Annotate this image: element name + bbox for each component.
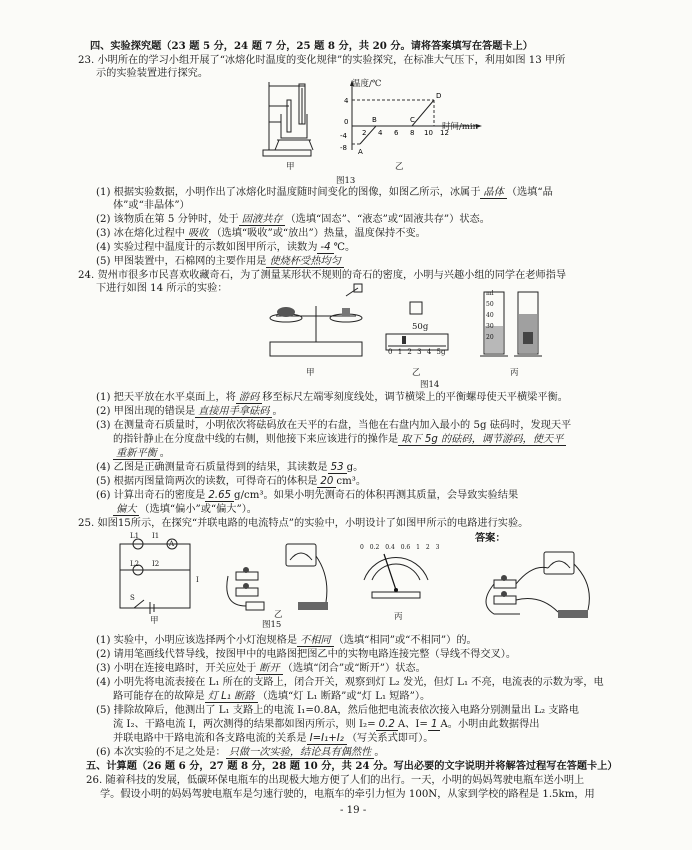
graph-ytick-4: 4 [344,97,349,105]
fig15-L1: L1 [130,532,140,540]
fig15-jia-label: 甲 [150,616,159,626]
fig15-answer-circuit [470,544,600,622]
q24-answer6b: 偏大 [113,504,139,516]
q23-answer3: 吸收 [185,228,211,240]
graph-xtick-4: 4 [378,129,383,137]
graph-xtick-10: 10 [424,129,433,137]
fig14-ruler-ticks: 0 1 2 3 4 5g [388,348,446,356]
q25-s3: (3) 小明在连接电路时，开关应处于 断开 （选填“闭合”或“断开”）状态。 [96,663,426,674]
graph-xtick-6: 6 [394,129,399,137]
q23-answer2: 固液共存 [239,214,286,226]
q24-s6: (6) 计算出奇石的密度是 2.65 g/cm³。如果小明先测奇石的体积再测其质量，会导致实验结果 [96,490,519,501]
graph-ytick-m8: -8 [340,144,347,152]
fig14-jia-label: 甲 [306,368,315,378]
q24-answer2: 直接用手拿砝码 [195,406,272,418]
fig13-yi-label: 乙 [395,162,404,172]
q23-stem-line2: 示的实验装置进行探究。 [96,68,209,79]
q25-s6: (6) 本次实验的不足之处是： 只做一次实验，结论具有偶然性 。 [96,747,385,758]
q24-s1: (1) 把天平放在水平桌面上，将 游码 移至标尺左端零刻度线处，调节横梁上的平衡螺母使天平横梁平衡。 [96,392,568,403]
q24-answer5: 20 [317,476,336,488]
q24-stem-line1: 24. 贺州市很多市民喜欢收藏奇石，为了测量某形状不规则的奇石的密度，小明与兴趣小组的同学在老师指导 [78,270,567,281]
q24-s2: (2) 甲图出现的错误是 直接用手拿砝码 。 [96,406,283,417]
q25-answer4: 灯 L₁ 断路 [205,691,258,703]
q25-s5-line2: 流 I₂、干路电流 I，两次测得的结果都如图丙所示，则 I₂= 0.2 A、I= 1 A。小明由此数据得出 [113,719,540,730]
q25-s4-line2: 路可能存在的故障是 灯 L₁ 断路 （选填“灯 L₁ 断路”或“灯 L₁ 短路”）。 [113,691,431,702]
q23-s5: (5) 甲图装置中，石棉网的主要作用是 使烧杯受热均匀 [96,255,344,268]
q24-answer6: 2.65 [205,490,234,502]
fig14-balance [262,284,372,364]
q24-s3-line2: 的指针静止在分度盘中线的右侧，则他接下来应该进行的操作是 取下 5g 的砝码，调节游码，使天平 [113,433,566,446]
q23-answer4: -4 [317,242,333,254]
fig15-yi-label: 乙 [274,610,283,620]
q24-s6-cont: 偏大 （选填“偏小”或“偏大”）。 [113,503,257,516]
q25-s2: (2) 请用笔画线代替导线，按图甲中的电路图把图乙中的实物电路连接完整（导线不得交叉）。 [96,649,517,660]
q25-answer5c: I=I₁+I₂ [307,733,347,745]
fig13-jia-label: 甲 [286,162,295,172]
graph-ytick-0: 0 [344,118,349,126]
fig15-circuit-diagram [110,538,210,618]
section-4-title: 四、实验探究题（23 题 5 分，24 题 7 分，25 题 8 分，共 20 分。请将答案填写在答题卡上） [90,40,533,52]
q23-stem-line1: 23. 小明所在的学习小组开展了“冰熔化时温度的变化规律”的实验探究，在标准大气压下，利用如图 13 甲所 [78,55,566,66]
q23-s4: (4) 实验过程中温度计的示数如图甲所示，读数为 -4 ℃。 [96,242,356,253]
fig15-I: I [196,576,199,584]
fig15-physical-circuit [226,536,336,614]
fig15-bing-label: 丙 [394,612,403,622]
q26-stem-line1: 26. 随着科技的发展，低碳环保电瓶车的出现极大地方便了人们的出行。一天，小明的妈妈驾驶电瓶车送小明上 [86,775,585,786]
fig15-L2: L2 [130,560,140,568]
q24-s4: (4) 乙图是正确测量奇石质量得到的结果，其读数是 53 g。 [96,462,364,473]
q24-answer4: 53 [328,462,347,474]
fig15-I2: I2 [152,560,160,568]
graph-xtick-8: 8 [410,129,415,137]
graph-xlabel: 时间/min [442,122,479,132]
q24-answer3b: 重新平衡 [113,448,160,460]
q24-answer3a: 取下 5g 的砝码，调节游码，使天平 [398,434,566,446]
graph-point-C: C [410,116,415,124]
q25-s1: (1) 实验中，小明应该选择两个小灯泡规格是 不相同 （选填“相同”或“不相同”）的。 [96,635,477,646]
fig15-caption: 图15 [262,620,282,630]
graph-point-A: A [358,148,363,156]
page-number: - 19 - [340,805,367,816]
q23-s1: (1) 根据实验数据，小明作出了冰熔化时温度随时间变化的图像，如图乙所示，冰属于 晶体 （选填“晶 [96,187,553,198]
q23-s3: (3) 冰在熔化过程中 吸收 （选填“吸收”或“放出”）热量，温度保持不变。 [96,228,426,239]
graph-xtick-12: 12 [440,129,449,137]
fig14-caption: 图14 [420,380,440,390]
q25-s5-line1: (5) 排除故障后，他测出了 L₁ 支路上的电流 I₁=0.8A，然后他把电流表依次接入电路分别测量出 L₂ 支路电 [96,705,579,716]
graph-ytick-m4: -4 [340,132,347,140]
q26-stem-line2: 学。假设小明的妈妈驾驶电瓶车是匀速行驶的，电瓶车的牵引力恒为 100N，从家到学校的路程是 1.5km，用 [100,789,595,800]
q23-answer1: 晶体 [480,187,506,199]
q25-answer1: 不相同 [297,635,334,647]
fig15-A: A [169,540,175,548]
q25-s4-line1: (4) 小明先将电流表接在 L₁ 所在的支路上，闭合开关，观察到灯 L₂ 发光，但灯 L₁ 不亮，电流表的示数为零，电 [96,677,604,688]
q24-s3-line3: 重新平衡 。 [113,447,170,460]
fig14-cyl-scale: ml 50 40 30 20 [486,290,494,341]
q23-s1-cont: 体”或“非晶体”） [113,200,190,211]
fig14-yi-label: 乙 [412,368,421,378]
fig14-bing-label: 丙 [510,368,519,378]
fig15-S: S [130,594,135,602]
fig15-dial-ticks: 0 0.2 0.4 0.6 1 2 3 [360,544,440,551]
q25-answer6: 只做一次实验，结论具有偶然性 [226,747,375,759]
fig13-caption: 图13 [336,176,356,186]
q23-s2: (2) 该物质在第 5 分钟时，处于 固液共存 （选填“固态”、“液态”或“固液共存”）状态。 [96,214,490,225]
q24-s5: (5) 根据丙图量筒两次的读数，可得奇石的体积是 20 cm³。 [96,476,367,487]
graph-xtick-2: 2 [362,129,367,137]
q24-answer1: 游码 [236,392,262,404]
q25-answer5a: 0.2 [376,719,398,731]
q25-answer5b: 1 [428,719,440,731]
q24-s3-line1: (3) 在测量奇石质量时，小明依次将砝码放在天平的右盘，当他在右盘内加入最小的 5g 砝码时，发现天平 [96,420,572,431]
fig15-I1: I1 [152,532,160,540]
q23-answer5: 使烧杯受热均匀 [266,256,343,268]
q25-answer-label: 答案： [475,532,506,544]
fig14-weight-label: 50g [412,322,429,332]
q24-stem-line2: 下进行如图 14 所示的实验： [96,283,228,294]
q25-answer3: 断开 [256,663,282,675]
fig13-apparatus [255,78,335,158]
graph-ylabel: 温度/℃ [352,79,382,89]
graph-point-B: B [372,116,377,124]
q25-s5-line3: 并联电路中干路电流和各支路电流的关系是 I=I₁+I₂ （写关系式即可）。 [113,733,434,744]
section-5-title: 五、计算题（26 题 6 分，27 题 8 分，28 题 10 分，共 24 分。写出必要的文字说明并将解答过程写在答题卡上） [86,760,618,772]
graph-point-D: D [436,92,442,100]
q25-stem: 25. 如图15所示，在探究“并联电路的电流特点”的实验中，小明设计了如图甲所示的电路进行实验。 [78,518,529,529]
